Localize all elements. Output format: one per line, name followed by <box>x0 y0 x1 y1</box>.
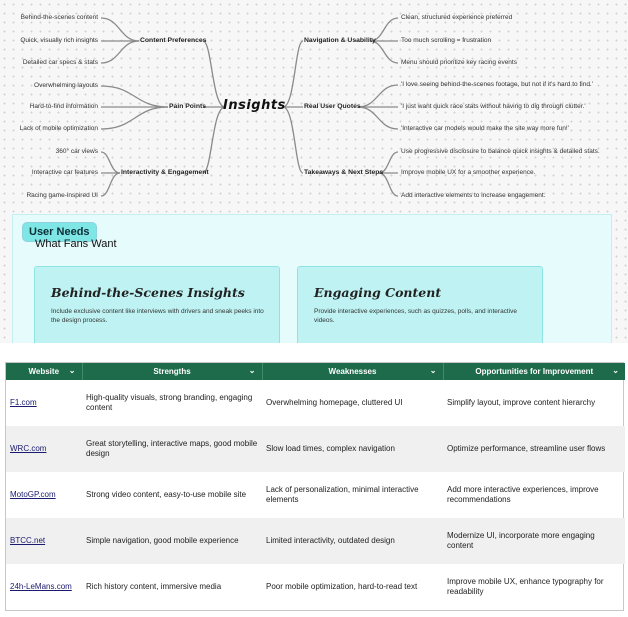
leaf-item: Overwhelming layouts <box>34 82 98 89</box>
need-card-title: Engaging Content <box>314 285 442 300</box>
leaf-connector <box>101 18 139 41</box>
opportunities-cell: Improve mobile UX, enhance typography for readability <box>447 577 604 596</box>
leaf-connector <box>101 41 139 63</box>
leaf-item: Hard-to-find information <box>29 103 98 110</box>
strengths-cell: Rich history content, immersive media <box>86 582 222 591</box>
weaknesses-cell: Limited interactivity, outdated design <box>266 536 395 545</box>
trunk-connector-interactivity <box>203 107 225 173</box>
weaknesses-cell: Slow load times, complex navigation <box>266 444 395 453</box>
leaf-item: 'I just want quick race stats without having to dig through clutter.' <box>401 103 586 110</box>
opportunities-cell: Modernize UI, incorporate more engaging content <box>447 531 595 550</box>
strengths-cell: Strong video content, easy-to-use mobile site <box>86 490 247 499</box>
user-needs-title: What Fans Want <box>35 238 117 250</box>
chevron-down-icon[interactable]: ⌄ <box>248 366 256 375</box>
column-header-label: Website <box>28 367 60 376</box>
leaf-connector <box>358 85 398 107</box>
mind-map-center-node: Insights <box>223 98 286 113</box>
opportunities-cell: Add more interactive experiences, improve recommendations <box>447 485 599 504</box>
need-card-description: Provide interactive experiences, such as quizzes, polls, and interactive videos. <box>314 308 518 324</box>
leaf-item: Use progressive disclosure to balance quick insights & detailed stats. <box>401 148 600 155</box>
trunk-connector-takeaways <box>283 107 303 173</box>
leaf-connector <box>101 173 120 196</box>
leaf-item: 'Interactive car models would make the site way more fun!' <box>401 125 569 132</box>
column-header-strengths[interactable] <box>82 363 262 380</box>
leaf-item: Too much scrolling = frustration <box>401 37 492 44</box>
chevron-down-icon[interactable]: ⌄ <box>612 366 619 375</box>
table-row <box>6 564 625 610</box>
leaf-item: Clean, structured experience preferred <box>401 14 513 21</box>
leaf-item: 'I love seeing behind-the-scenes footage, but not if it's hard to find.' <box>401 81 593 88</box>
column-header-label: Opportunities for Improvement <box>475 367 594 376</box>
website-link[interactable]: BTCC.net <box>10 536 46 545</box>
website-link[interactable]: MotoGP.com <box>10 490 56 499</box>
weaknesses-cell: Overwhelming homepage, cluttered UI <box>266 398 403 407</box>
leaf-item: Add interactive elements to increase engagement. <box>401 192 546 199</box>
trunk-connector-navigation <box>283 41 303 107</box>
need-card-title: Behind-the-Scenes Insights <box>51 285 245 300</box>
opportunities-cell: Optimize performance, streamline user flows <box>447 444 606 453</box>
branch-pain-points: Pain Points <box>169 103 207 110</box>
branch-takeaways-next-steps: Takeaways & Next Steps <box>304 169 384 176</box>
table-row <box>6 380 625 426</box>
leaf-item: Racing game-inspired UI <box>26 192 98 199</box>
strengths-cell: High-quality visuals, strong branding, engaging content <box>86 393 253 412</box>
user-needs-section <box>12 214 612 343</box>
chevron-down-icon[interactable]: ⌄ <box>68 366 76 375</box>
leaf-connector <box>101 152 120 173</box>
column-header-label: Weaknesses <box>328 367 377 376</box>
weaknesses-cell: Poor mobile optimization, hard-to-read text <box>266 582 418 591</box>
table-row <box>6 472 625 518</box>
branch-navigation-usability: Navigation & Usability <box>304 37 376 44</box>
need-card-description: Include exclusive content like interviews with drivers and sneak peeks into the design process. <box>51 308 264 324</box>
mind-map <box>0 0 628 212</box>
column-header-weaknesses[interactable] <box>262 363 443 380</box>
leaf-connector <box>101 107 168 129</box>
leaf-item: Improve mobile UX for a smoother experience. <box>401 169 536 176</box>
leaf-item: Lack of mobile optimization <box>19 125 98 132</box>
branch-content-preferences: Content Preferences <box>140 37 207 44</box>
table-row <box>6 518 625 564</box>
leaf-item: Behind-the-scenes content <box>20 14 98 21</box>
website-link[interactable]: F1.com <box>10 398 37 407</box>
leaf-connector <box>101 86 168 107</box>
website-link[interactable]: 24h-LeMans.com <box>10 582 72 591</box>
column-header-opportunities[interactable] <box>443 363 625 380</box>
need-card <box>297 266 543 343</box>
leaf-item: Menu should prioritize key racing events <box>401 59 517 66</box>
leaf-item: Interactive car features <box>31 169 98 176</box>
column-header-label: Strengths <box>153 367 191 376</box>
weaknesses-cell: Lack of personalization, minimal interactive elements <box>266 485 419 504</box>
table-row <box>6 426 625 472</box>
table-header-row <box>6 363 625 380</box>
user-needs-badge: User Needs <box>22 222 97 242</box>
competitor-table <box>5 362 624 611</box>
branch-real-user-quotes: Real User Quotes <box>304 103 361 110</box>
leaf-item: Quick, visually rich insights <box>20 37 98 44</box>
website-link[interactable]: WRC.com <box>10 444 47 453</box>
trunk-connector-content-preferences <box>203 41 225 107</box>
column-header-website[interactable] <box>6 363 82 380</box>
opportunities-cell: Simplify layout, improve content hierarchy <box>447 398 596 407</box>
chevron-down-icon[interactable]: ⌄ <box>429 366 437 375</box>
strengths-cell: Simple navigation, good mobile experience <box>86 536 239 545</box>
leaf-connector <box>358 107 398 129</box>
leaf-item: 360° car views <box>55 148 98 155</box>
strengths-cell: Great storytelling, interactive maps, good mobile design <box>86 439 258 458</box>
need-card <box>34 266 280 343</box>
branch-interactivity-engagement: Interactivity & Engagement <box>121 169 209 176</box>
leaf-item: Detailed car specs & stats <box>22 59 98 66</box>
